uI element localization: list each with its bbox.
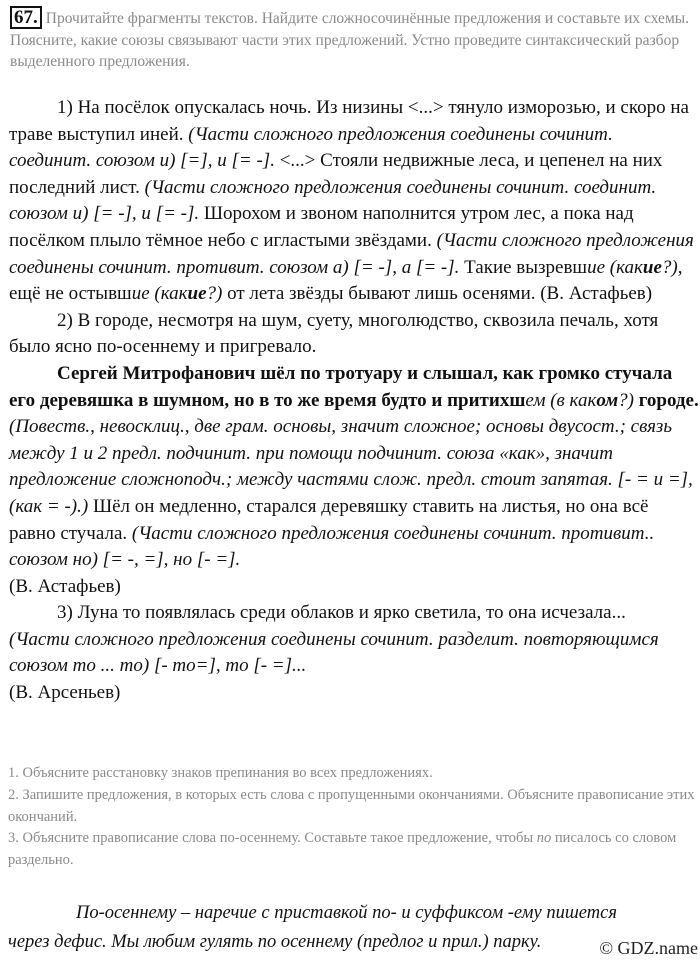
question: (как (149, 283, 188, 305)
scheme-note: (Части сложного предложения соединены сочинит. соединит. союзом и) [=], и [= -]. (9, 123, 613, 172)
fragment-3-author: (В. Арсеньев) (9, 682, 121, 704)
scheme-note: (Части сложного предложения соединены сочинит. разделит. повторяющимся союзом то ... то) [- то=], то [- =]... (9, 628, 659, 677)
question: (в как (545, 389, 597, 411)
ending: ие (131, 283, 150, 305)
fragment-2-intro: 2) В городе, несмотря на шум, суету, многолюдство, сквозила печаль, хотя было ясно по-осеннему и пригревало. (9, 309, 659, 358)
question-2: 2. Запишите предложения, в которых есть слова с пропущенными окончаниями. Объясните правописание этих окончаний. (8, 786, 695, 825)
question-1: 1. Объясните расстановку знаков препинания во всех предложениях. (8, 765, 433, 781)
sentence: Шорохом и звоном наполнится утром лес, а пока над посёлком плыло тёмное небо с игластыми звёздами. (9, 203, 634, 251)
exercise-body (9, 95, 699, 707)
instruction-text: Прочитайте фрагменты текстов. Найдите сложносочинённые предложения и составьте их схемы. Поясните, какие союзы связывают части этих предложений. Устно проведите синтаксический разбор выделенного предложения. (10, 10, 690, 70)
question-3 (8, 828, 698, 872)
author: (В. Астафьев) (9, 575, 121, 597)
sentence: <...> Стояли недвижные леса, и цепенел на них последний лист. (9, 150, 663, 198)
fragment-3 (9, 600, 699, 627)
questions-list (8, 763, 698, 872)
highlighted-sentence: городе. (634, 389, 699, 411)
question-text: писалось со словом раздельно. (8, 830, 677, 869)
question: ?) (206, 283, 223, 305)
sentence: Такие вызревш (464, 256, 588, 278)
sentence: 3) Луна то появлялась среди облаков и ярко светила, то она исчезала... (57, 602, 626, 624)
question-text: 3. Объясните правописание слова по-осеннему. Составьте такое предложение, чтобы (8, 830, 537, 847)
scheme-note: (Части сложного предложения соединены сочинит. противит.. союзом но) [= -, =], но [- =]. (9, 522, 655, 571)
ending: ие (187, 283, 207, 305)
question-text: по (536, 830, 552, 847)
task-instruction (10, 6, 690, 73)
ending: ом (596, 389, 619, 411)
watermark: © GDZ.name (599, 938, 698, 958)
answer-line-1: По-осеннему – наречие с приставкой по- и суффиксом -ему пишется (76, 903, 617, 923)
parsing-note: (Повеств., невосклиц., две грам. основы, значит сложное; основы двусост.; связь между 1 и 2 предл. подчинит. при помощи подчинит. союза «как», значит предложение сложноподч.; между частями слож. предл. стоит запятая. [- = и =], (как = -).) (9, 416, 693, 517)
question: ?) (661, 256, 678, 278)
exercise-number: 67. (10, 6, 42, 29)
answer-block (8, 899, 698, 957)
sentence: , ещё не остывш (9, 256, 683, 305)
highlighted-sentence: Сергей Митрофанович шёл по тротуару и слышал, как громко стучала его деревяшка в шумном, но в то же время будто и притихш (9, 362, 673, 411)
answer-line-2: через дефис. Мы любим гулять по осеннему (предлог и прил.) парку. (8, 932, 542, 952)
ending: ем (525, 389, 546, 411)
fragment-3-note (9, 627, 699, 680)
question: ?) (618, 389, 634, 411)
sentence: от лета звёзды бывают лишь осенями. (В. Астафьев) (222, 283, 653, 305)
scheme-note: (Части сложного предложения соединены сочинит. противит. союзом а) [= -], а [= -]. (9, 229, 694, 278)
fragment-1 (9, 95, 699, 308)
ending: ие (642, 256, 662, 278)
question: (как (605, 256, 643, 278)
fragment-2-main (9, 361, 699, 600)
scheme-note: (Части сложного предложения соединены сочинит. соединит. союзом и) [= -], и [= -]. (9, 176, 657, 225)
sentence: 1) На посёлок опускалась ночь. Из низины <...> тянуло изморозью, и скоро на траве выступил иней. (9, 97, 689, 145)
ending: ие (587, 256, 606, 278)
sentence: Шёл он медленно, старался деревяшку ставить на листья, но она всё равно стучала. (9, 495, 649, 544)
